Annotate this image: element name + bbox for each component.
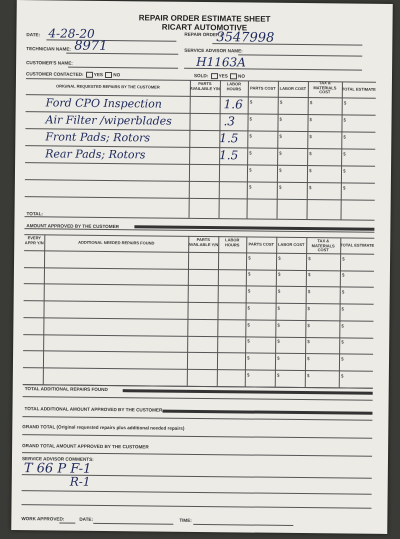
t2-dollar-r6-c2: $ bbox=[277, 338, 280, 345]
t2-header-labor-hours: LABOR HOURS bbox=[224, 237, 240, 247]
t2-dollar-r8-c3: $ bbox=[306, 372, 310, 378]
t2-dollar-r4-c2: $ bbox=[277, 305, 281, 311]
t1-dollar-r2-c1: $ bbox=[249, 116, 253, 122]
t2-header-parts-available: PARTS AVAILABLE Y/N bbox=[188, 236, 219, 247]
t2-header-total-estimate: TOTAL ESTIMATE bbox=[340, 242, 375, 248]
t1-dollar-r1-c3: $ bbox=[309, 100, 313, 106]
sold-yes-checkbox[interactable] bbox=[211, 73, 218, 79]
t1-dollar-r1-c2: $ bbox=[279, 99, 283, 105]
t2-row-line bbox=[23, 317, 373, 322]
total-additional-approved: TOTAL ADDITIONAL AMOUNT APPROVED BY THE CUSTOMER bbox=[24, 406, 163, 413]
estimate-sheet bbox=[11, 0, 393, 534]
t2-dollar-r8-c4: $ bbox=[340, 373, 344, 379]
t2-dollar-r6-c3: $ bbox=[307, 339, 310, 345]
t2-dollar-r7-c4: $ bbox=[341, 356, 344, 362]
t2-row-line bbox=[23, 367, 373, 372]
t1-dollar-r2-c4: $ bbox=[343, 117, 347, 123]
t2-dollar-r8-c2: $ bbox=[276, 372, 280, 378]
t1-dollar-r6-c4: $ bbox=[342, 185, 346, 191]
t1-dollar-r5-c2: $ bbox=[278, 167, 282, 173]
t1-dollar-r4-c3: $ bbox=[309, 151, 312, 157]
t1-header-parts-available: PARTS AVAILABLE Y/N bbox=[189, 80, 220, 91]
t2-dollar-r2-c1: $ bbox=[247, 271, 251, 277]
t1-dollar-r4-c2: $ bbox=[279, 150, 282, 156]
comments-line-2: R-1 bbox=[69, 474, 91, 489]
sold-label: SOLD: YES NO bbox=[193, 73, 245, 79]
t1-header-labor-hours: LABOR HOURS bbox=[226, 81, 242, 91]
contacted-yes-checkbox[interactable] bbox=[86, 72, 93, 78]
t2-dollar-r2-c4: $ bbox=[341, 272, 345, 278]
technician-label: TECHNICIAN NAME: bbox=[26, 46, 71, 52]
t1-header-total-estimate: TOTAL ESTIMATE bbox=[341, 86, 376, 92]
t1-dollar-r6-c3: $ bbox=[308, 185, 312, 191]
t2-dollar-r6-c4: $ bbox=[341, 339, 344, 345]
t2-row-line bbox=[23, 334, 373, 339]
t2-dollar-r1-c4: $ bbox=[342, 256, 345, 262]
t1-row-1-hours: 1.6 bbox=[223, 97, 243, 112]
t2-header-tax-materials: TAX & MATERIALS COST bbox=[311, 238, 335, 253]
shop-name: RICART AUTOMOTIVE bbox=[161, 22, 248, 33]
t1-row-1-repair: Ford CPO Inspection bbox=[45, 96, 162, 111]
customer-contacted-label: CUSTOMER CONTACTED: YES NO bbox=[25, 71, 121, 78]
t1-row-2-hours: .3 bbox=[223, 114, 236, 129]
t2-dollar-r2-c2: $ bbox=[277, 272, 281, 278]
t1-dollar-r5-c4: $ bbox=[342, 168, 346, 174]
t2-dollar-r2-c3: $ bbox=[307, 272, 311, 278]
t1-dollar-r5-c3: $ bbox=[308, 168, 312, 174]
t1-dollar-r1-c4: $ bbox=[343, 100, 347, 106]
work-approved-label: WORK APPROVED: bbox=[21, 516, 65, 522]
comments-line-1: T 66 P F-1 bbox=[23, 461, 92, 477]
t2-dollar-r3-c3: $ bbox=[307, 289, 311, 295]
t2-dollar-r5-c1: $ bbox=[247, 321, 250, 328]
t1-dollar-r1-c1: $ bbox=[249, 99, 253, 105]
t2-dollar-r3-c2: $ bbox=[277, 288, 281, 294]
t1-dollar-r3-c3: $ bbox=[309, 134, 312, 140]
t2-dollar-r4-c4: $ bbox=[341, 306, 345, 312]
sheet-title: REPAIR ORDER ESTIMATE SHEET bbox=[138, 13, 271, 24]
t1-header-labor-cost: LABOR COST bbox=[279, 85, 307, 92]
t2-dollar-r7-c3: $ bbox=[307, 355, 310, 362]
contacted-no-checkbox[interactable] bbox=[105, 72, 112, 78]
t1-dollar-r3-c1: $ bbox=[249, 133, 252, 139]
sold-no-checkbox[interactable] bbox=[230, 73, 237, 79]
footer-date-label: DATE: bbox=[79, 516, 94, 522]
t1-total-label: TOTAL: bbox=[26, 211, 43, 217]
grand-total-approved: GRAND TOTAL AMOUNT APPROVED BY THE CUSTOMER bbox=[22, 443, 149, 450]
t2-dollar-r7-c1: $ bbox=[247, 355, 250, 361]
total-additional-found: TOTAL ADDITIONAL REPAIRS FOUND bbox=[24, 386, 108, 393]
t1-dollar-r3-c2: $ bbox=[279, 133, 282, 139]
t2-dollar-r3-c1: $ bbox=[247, 288, 251, 294]
t1-row-3-hours: 1.5 bbox=[219, 131, 239, 146]
date-value: 4-28-20 bbox=[48, 26, 95, 41]
t1-row-4-repair: Rear Pads; Rotors bbox=[45, 147, 146, 162]
repair-order-label: REPAIR ORDER #: bbox=[184, 31, 225, 38]
t2-dollar-r4-c1: $ bbox=[247, 305, 251, 311]
t2-dollar-r5-c3: $ bbox=[307, 322, 310, 328]
vin-value: H1163A bbox=[196, 54, 246, 70]
t1-dollar-r2-c2: $ bbox=[279, 116, 283, 122]
t1-row-2-repair: Air Filter /wiperblades bbox=[45, 113, 172, 128]
t2-header-parts-cost: PARTS COST bbox=[248, 241, 275, 247]
t2-header-labor-cost: LABOR COST bbox=[277, 241, 305, 248]
t2-dollar-r8-c1: $ bbox=[246, 372, 250, 378]
t1-dollar-r3-c4: $ bbox=[343, 134, 346, 140]
t1-dollar-r6-c1: $ bbox=[248, 184, 252, 190]
t1-row-3-repair: Front Pads; Rotors bbox=[45, 130, 151, 145]
t2-dollar-r6-c1: $ bbox=[247, 338, 250, 344]
t1-header-repairs: ORIGINAL REQUESTED REPAIRS BY THE CUSTOMER bbox=[56, 83, 160, 90]
t2-dollar-r1-c3: $ bbox=[308, 255, 311, 261]
customer-name-label: CUSTOMER'S NAME: bbox=[26, 60, 73, 66]
t1-dollar-r4-c1: $ bbox=[249, 150, 252, 156]
t2-dollar-r5-c2: $ bbox=[277, 322, 280, 328]
t2-dollar-r1-c1: $ bbox=[248, 255, 251, 261]
t2-dollar-r4-c3: $ bbox=[307, 305, 311, 311]
repair-order-value: 3547998 bbox=[216, 30, 275, 46]
t2-dollar-r3-c4: $ bbox=[341, 289, 345, 295]
t1-row-4-hours: 1.5 bbox=[219, 148, 239, 163]
t2-dollar-r5-c4: $ bbox=[341, 322, 344, 328]
t2-header-additional: ADDITIONAL NEEDED REPAIRS FOUND bbox=[78, 239, 155, 246]
date-label: DATE: bbox=[26, 32, 41, 38]
technician-value: 8971 bbox=[74, 38, 108, 54]
t1-dollar-r2-c3: $ bbox=[309, 117, 313, 123]
footer-time-label: TIME: bbox=[179, 517, 192, 523]
t2-row-line bbox=[24, 300, 374, 305]
t2-row-line bbox=[24, 267, 374, 272]
grand-total: GRAND TOTAL (Original requested repairs plus additional needed repairs) bbox=[22, 424, 185, 431]
t1-approved-label: AMOUNT APPROVED BY THE CUSTOMER bbox=[26, 223, 120, 230]
t1-dollar-r5-c1: $ bbox=[248, 167, 252, 173]
t2-dollar-r1-c2: $ bbox=[278, 255, 281, 261]
t2-header-approved: EVERY APPR Y/N bbox=[24, 235, 44, 245]
comments-label: SERVICE ADVISOR COMMENTS: bbox=[21, 456, 94, 462]
service-advisor-label: SERVICE ADVISOR NAME: bbox=[184, 47, 243, 54]
t1-dollar-r6-c2: $ bbox=[278, 184, 282, 190]
t1-dollar-r4-c4: $ bbox=[343, 151, 346, 157]
t2-dollar-r7-c2: $ bbox=[277, 355, 280, 361]
t1-header-parts-cost: PARTS COST bbox=[250, 85, 276, 91]
t2-row-line bbox=[24, 284, 374, 289]
t1-header-tax-materials: TAX & MATERIALS COST bbox=[313, 80, 337, 95]
t2-row-line bbox=[23, 350, 373, 355]
